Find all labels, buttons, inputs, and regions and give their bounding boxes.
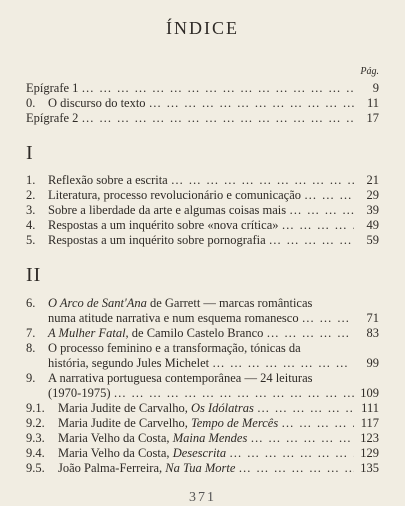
entry-page: 59 [366,233,379,247]
entry-title-italic: Maina Mendes [172,431,248,445]
entry-number: 5. [26,233,36,247]
dot-leader [114,386,355,401]
entry-label: Maria Judite de Carvelho, [58,416,188,430]
entry-page: 39 [366,203,379,217]
dot-leader [266,326,354,341]
page-title: ÍNDICE [166,18,239,38]
toc-entry-6 [26,296,379,326]
toc-entry-8 [26,341,379,371]
dot-leader [282,218,355,233]
entry-label: Reflexão sobre a escrita [48,173,168,187]
dot-leader [229,446,354,461]
page-column-label: Pág. [360,66,379,77]
section-heading-ii: II [26,264,42,286]
entry-label: Sobre a liberdade da arte e algumas coisas mais [48,203,287,217]
entry-page: 29 [366,188,379,202]
entry-page: 71 [366,311,379,325]
entry-label-line2: história, segundo Jules Michelet [48,356,210,370]
entry-label: Epígrafe 2 [26,111,79,125]
toc-entry-1 [26,173,379,188]
entry-label: de Camilo Castelo Branco [131,326,264,340]
entry-title-italic: A Mulher Fatal, [48,326,129,340]
entry-number: 8. [26,341,36,355]
entry-page: 9 [372,81,379,95]
entry-title-italic: Tempo de Mercês [190,416,279,430]
entry-page: 123 [360,431,379,445]
toc-entry-4 [26,218,379,233]
entry-label: Maria Judite de Carvalho, [58,401,188,415]
entry-number: 0. [26,96,36,110]
entry-number: 6. [26,296,36,310]
entry-number: 9.1. [26,401,45,415]
dot-leader [302,311,354,326]
entry-page: 129 [360,446,379,460]
dot-leader [212,356,354,371]
entry-label-line2: (1970-1975) [48,386,111,400]
entry-number: 2. [26,188,36,202]
entry-label: de Garrett — marcas românticas [149,296,313,310]
entry-label: O processo feminino e a transformação, tónicas da [48,341,301,355]
entry-number: 9.2. [26,416,45,430]
entry-label: Maria Velho da Costa, [58,431,170,445]
entry-label: Respostas a um inquérito sobre «nova crítica» [48,218,279,232]
entry-page: 111 [361,401,379,415]
section-heading-i: I [26,142,34,164]
dot-leader [81,111,354,126]
toc-subentry-9-5 [26,461,379,476]
dot-leader [281,416,354,431]
toc-subentry-9-3 [26,431,379,446]
dot-leader [149,96,354,111]
entry-label: A narrativa portuguesa contemporânea — 24 leituras [48,371,313,385]
entry-page: 135 [360,461,379,475]
entry-label: João Palma-Ferreira, [58,461,163,475]
entry-label: Respostas a um inquérito sobre pornografia [48,233,266,247]
entry-number: 9. [26,371,36,385]
entry-number: 1. [26,173,36,187]
entry-page: 17 [366,111,379,125]
entry-number: 4. [26,218,36,232]
dot-leader [250,431,354,446]
entry-number: 9.5. [26,461,45,475]
dot-leader [171,173,354,188]
entry-number: 7. [26,326,36,340]
entry-title-italic: Na Tua Morte [165,461,236,475]
entry-label: Literatura, processo revolucionário e comunicação [48,188,302,202]
dot-leader [269,233,354,248]
toc-entry-epigrafe-1 [26,81,379,96]
toc-entry-2 [26,188,379,203]
entry-page: 11 [366,96,379,110]
toc-entry-0 [26,96,379,111]
entry-label: Epígrafe 1 [26,81,79,95]
entry-title-italic: Os Idólatras [190,401,254,415]
dot-leader [238,461,354,476]
toc-subentry-9-2 [26,416,379,431]
dot-leader [289,203,354,218]
entry-page: 49 [366,218,379,232]
entry-page: 21 [366,173,379,187]
entry-label: Maria Velho da Costa, [58,446,170,460]
toc-subentry-9-1 [26,401,379,416]
entry-label-line2: numa atitude narrativa e num esquema romanesco [48,311,299,325]
entry-page: 99 [366,356,379,370]
entry-label: O discurso do texto [48,96,146,110]
entry-number: 9.4. [26,446,45,460]
entry-page: 117 [360,416,379,430]
dot-leader [257,401,354,416]
entry-page: 109 [360,386,379,400]
entry-number: 9.3. [26,431,45,445]
toc-entry-3 [26,203,379,218]
dot-leader [304,188,354,203]
toc-entry-9 [26,371,379,401]
entry-title-italic: Desescrita [172,446,227,460]
entry-title-italic: O Arco de Sant'Ana [48,296,147,310]
dot-leader [81,81,354,96]
entry-page: 83 [366,326,379,340]
toc-subentry-9-4 [26,446,379,461]
toc-entry-5 [26,233,379,248]
entry-number: 3. [26,203,36,217]
toc-entry-7 [26,326,379,341]
toc-entry-epigrafe-2 [26,111,379,126]
page-number: 371 [189,490,216,505]
